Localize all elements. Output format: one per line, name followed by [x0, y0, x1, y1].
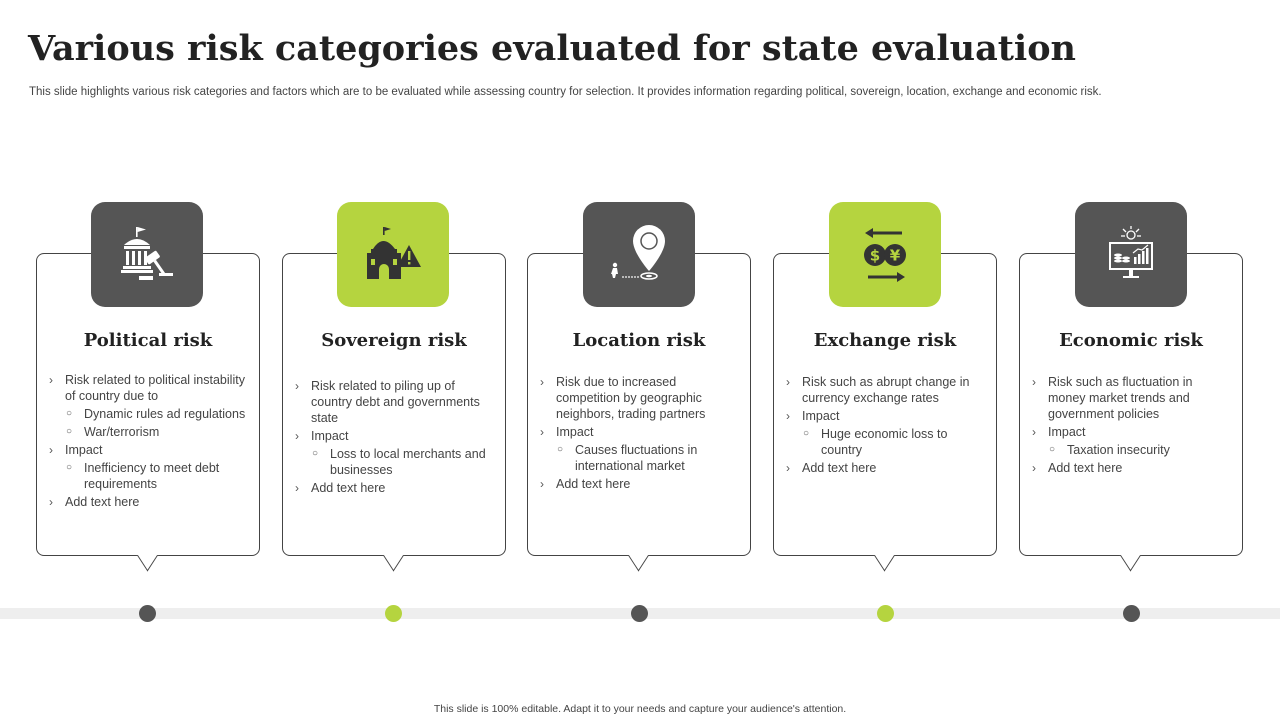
chevron-right-icon: › [540, 477, 544, 491]
sub-list-item [49, 460, 249, 492]
circle-bullet-icon: ○ [312, 448, 319, 459]
risk-list [49, 372, 249, 512]
risk-list [540, 374, 740, 494]
card-title: Political risk [83, 330, 213, 351]
sub-list-item [49, 406, 249, 422]
list-item-text: Add text here [65, 495, 140, 509]
list-item [1032, 424, 1232, 440]
callout-pointer [870, 555, 900, 583]
page-title: Various risk categories evaluated for state evaluation [28, 28, 1077, 69]
list-item [540, 476, 740, 492]
list-item [295, 480, 495, 496]
list-item [786, 374, 986, 406]
chevron-right-icon: › [540, 425, 544, 439]
chevron-right-icon: › [1032, 425, 1036, 439]
callout-pointer [624, 555, 654, 583]
list-item-text: War/terrorism [84, 425, 160, 439]
list-item-text: Loss to local merchants and businesses [330, 447, 486, 477]
map-pin-icon [583, 202, 695, 307]
list-item-text: Impact [65, 443, 103, 457]
list-item-text: Impact [311, 429, 349, 443]
list-item [1032, 374, 1232, 422]
callout-pointer [133, 555, 163, 583]
timeline-dot [631, 605, 648, 622]
economy-dashboard-icon [1075, 202, 1187, 307]
sub-list-item [295, 446, 495, 478]
list-item-text: Impact [1048, 425, 1086, 439]
sub-list-item [49, 424, 249, 440]
timeline-dot [877, 605, 894, 622]
list-item-text: Dynamic rules ad regulations [84, 407, 246, 421]
list-item-text: Add text here [311, 481, 386, 495]
list-item [49, 372, 249, 404]
risk-list [295, 378, 495, 498]
circle-bullet-icon: ○ [66, 462, 73, 473]
circle-bullet-icon: ○ [803, 428, 810, 439]
circle-bullet-icon: ○ [66, 426, 73, 437]
chevron-right-icon: › [49, 443, 53, 457]
risk-list [786, 374, 986, 478]
timeline-dot [1123, 605, 1140, 622]
list-item-text: Inefficiency to meet debt requirements [84, 461, 220, 491]
currency-exchange-icon [829, 202, 941, 307]
page-subtitle: This slide highlights various risk categories and factors which are to be evaluated while assessing country for selection. It provides information regarding political, sovereign, location, exchange and economic risk. [29, 86, 1102, 98]
sub-list-item [1032, 442, 1232, 458]
risk-list [1032, 374, 1232, 478]
chevron-right-icon: › [295, 481, 299, 495]
list-item-text: Risk due to increased competition by geographic neighbors, trading partners [556, 375, 706, 421]
chevron-right-icon: › [786, 409, 790, 423]
list-item [786, 408, 986, 424]
chevron-right-icon: › [1032, 461, 1036, 475]
list-item [1032, 460, 1232, 476]
list-item-text: Risk related to piling up of country debt and governments state [311, 379, 480, 425]
chevron-right-icon: › [540, 375, 544, 389]
chevron-right-icon: › [295, 379, 299, 393]
sub-list-item [786, 426, 986, 458]
list-item [540, 424, 740, 440]
chevron-right-icon: › [786, 461, 790, 475]
castle-warning-icon [337, 202, 449, 307]
chevron-right-icon: › [49, 495, 53, 509]
list-item-text: Risk such as abrupt change in currency exchange rates [802, 375, 970, 405]
list-item-text: Taxation insecurity [1067, 443, 1170, 457]
list-item-text: Risk such as fluctuation in money market trends and government policies [1048, 375, 1193, 421]
callout-pointer [379, 555, 409, 583]
chevron-right-icon: › [786, 375, 790, 389]
list-item [49, 442, 249, 458]
government-gavel-icon [91, 202, 203, 307]
svg-text:$: $ [869, 246, 881, 264]
sub-list-item [540, 442, 740, 474]
list-item [786, 460, 986, 476]
circle-bullet-icon: ○ [66, 408, 73, 419]
list-item [295, 428, 495, 444]
list-item-text: Risk related to political instability of country due to [65, 373, 245, 403]
circle-bullet-icon: ○ [1049, 444, 1056, 455]
list-item [49, 494, 249, 510]
svg-text:¥: ¥ [889, 246, 901, 264]
list-item-text: Add text here [556, 477, 631, 491]
list-item-text: Impact [802, 409, 840, 423]
card-title: Sovereign risk [321, 330, 467, 351]
callout-pointer [1116, 555, 1146, 583]
list-item-text: Add text here [802, 461, 877, 475]
list-item [540, 374, 740, 422]
timeline-dot [385, 605, 402, 622]
card-title: Exchange risk [813, 330, 957, 351]
chevron-right-icon: › [49, 373, 53, 387]
card-title: Location risk [572, 330, 706, 351]
chevron-right-icon: › [295, 429, 299, 443]
list-item-text: Huge economic loss to country [821, 427, 948, 457]
list-item-text: Impact [556, 425, 594, 439]
card-title: Economic risk [1059, 330, 1203, 351]
chevron-right-icon: › [1032, 375, 1036, 389]
timeline-dot [139, 605, 156, 622]
list-item [295, 378, 495, 426]
circle-bullet-icon: ○ [557, 444, 564, 455]
footer-note: This slide is 100% editable. Adapt it to your needs and capture your audience's attention. [433, 703, 847, 715]
list-item-text: Causes fluctuations in international market [575, 443, 698, 473]
list-item-text: Add text here [1048, 461, 1123, 475]
